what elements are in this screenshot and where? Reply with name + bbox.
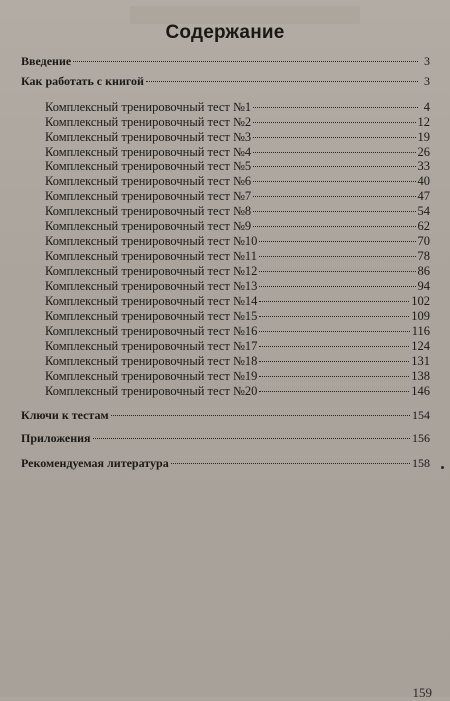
toc-section-entry [21, 407, 430, 423]
toc-entry-page-number: 109 [411, 309, 430, 323]
toc-dot-leader [253, 215, 415, 227]
toc-entry-page-number: 12 [417, 115, 430, 129]
toc-dot-leader [253, 96, 418, 108]
toc-entry-page-number: 146 [411, 384, 430, 398]
toc-section-entry [21, 73, 430, 89]
toc-entry-page-number: 54 [417, 204, 430, 218]
toc-entry-label: Ключи к тестам [21, 408, 109, 422]
toc-entry-label: Комплексный тренировочный тест №10 [45, 234, 258, 248]
toc-dot-leader [253, 185, 415, 197]
toc-entry-label: Комплексный тренировочный тест №9 [45, 219, 252, 233]
toc-dot-leader [253, 111, 415, 123]
toc-dot-leader [259, 290, 409, 302]
toc-entry-page-number: 4 [423, 100, 430, 114]
toc-entry-page-number: 33 [417, 159, 430, 173]
toc-section-entry [21, 455, 430, 471]
toc-entry-page-number: 156 [412, 431, 430, 445]
footer-page-number: 159 [412, 685, 432, 700]
toc-dot-leader [259, 335, 409, 347]
toc-dot-leader [259, 260, 415, 272]
toc-entry-label: Комплексный тренировочный тест №11 [45, 249, 257, 263]
toc-entry-page-number: 40 [417, 174, 430, 188]
toc-dot-leader [93, 427, 410, 439]
toc-dot-leader [259, 320, 409, 332]
toc-entry-label: Введение [21, 54, 72, 68]
toc-entry-page-number: 154 [412, 408, 430, 422]
toc-entry-label: Комплексный тренировочный тест №20 [45, 384, 258, 398]
toc-dot-leader [253, 170, 415, 182]
toc-entry-page-number: 70 [417, 234, 430, 248]
toc-dot-leader [259, 230, 415, 242]
toc-section-entry [21, 53, 430, 69]
toc-entry-page-number: 102 [411, 294, 430, 308]
toc-dot-leader [253, 200, 415, 212]
toc-entry-label: Комплексный тренировочный тест №4 [45, 145, 252, 159]
toc-entry-label: Комплексный тренировочный тест №3 [45, 130, 252, 144]
toc-dot-leader [253, 141, 415, 153]
toc-entry-page-number: 19 [417, 130, 430, 144]
toc-entry-page-number: 124 [411, 339, 430, 353]
toc-entry-page-number: 86 [417, 264, 430, 278]
toc-entry-label: Комплексный тренировочный тест №17 [45, 339, 258, 353]
toc-dot-leader [259, 305, 409, 317]
toc-entry-label: Комплексный тренировочный тест №19 [45, 369, 258, 383]
toc-entry-page-number: 138 [411, 369, 430, 383]
toc-entry-page-number: 26 [417, 145, 430, 159]
toc-entry-label: Приложения [21, 431, 91, 445]
toc-dot-leader [111, 404, 410, 416]
toc-entry-page-number: 62 [417, 219, 430, 233]
toc-entry-page-number: 94 [417, 279, 430, 293]
toc-dot-leader [171, 452, 410, 464]
toc-entry-label: Рекомендуемая литература [21, 456, 169, 470]
toc-dot-leader [146, 70, 418, 82]
toc-section-entry [21, 430, 430, 446]
toc-entry-label: Комплексный тренировочный тест №1 [45, 100, 252, 114]
toc-entry-page-number: 47 [417, 189, 430, 203]
toc-dot-leader [253, 126, 415, 138]
ink-speck [441, 466, 444, 469]
toc-dot-leader [73, 50, 418, 62]
toc-dot-leader [253, 155, 415, 167]
toc-entry-label: Комплексный тренировочный тест №13 [45, 279, 258, 293]
toc-dot-leader [259, 380, 409, 392]
toc-dot-leader [259, 275, 415, 287]
toc-test-entry [45, 383, 430, 399]
toc-entry-page-number: 3 [424, 74, 430, 88]
toc-entry-page-number: 131 [411, 354, 430, 368]
toc-entry-label: Комплексный тренировочный тест №7 [45, 189, 252, 203]
toc-entry-label: Как работать с книгой [21, 74, 144, 88]
toc-entry-label: Комплексный тренировочный тест №15 [45, 309, 258, 323]
toc-entry-page-number: 78 [417, 249, 430, 263]
toc-entry-page-number: 3 [424, 54, 430, 68]
toc-entry-label: Комплексный тренировочный тест №12 [45, 264, 258, 278]
toc-entry-label: Комплексный тренировочный тест №8 [45, 204, 252, 218]
toc-entry-label: Комплексный тренировочный тест №16 [45, 324, 258, 338]
page-title: Содержание [165, 22, 285, 43]
toc-entry-page-number: 158 [412, 456, 430, 470]
toc-dot-leader [259, 245, 416, 257]
toc-entry-label: Комплексный тренировочный тест №2 [45, 115, 252, 129]
toc-entry-label: Комплексный тренировочный тест №18 [45, 354, 258, 368]
toc-entry-label: Комплексный тренировочный тест №6 [45, 174, 252, 188]
toc-dot-leader [259, 365, 409, 377]
toc-entry-label: Комплексный тренировочный тест №5 [45, 159, 252, 173]
toc-dot-leader [259, 350, 409, 362]
toc-entry-label: Комплексный тренировочный тест №14 [45, 294, 258, 308]
toc-entry-page-number: 116 [411, 324, 430, 338]
